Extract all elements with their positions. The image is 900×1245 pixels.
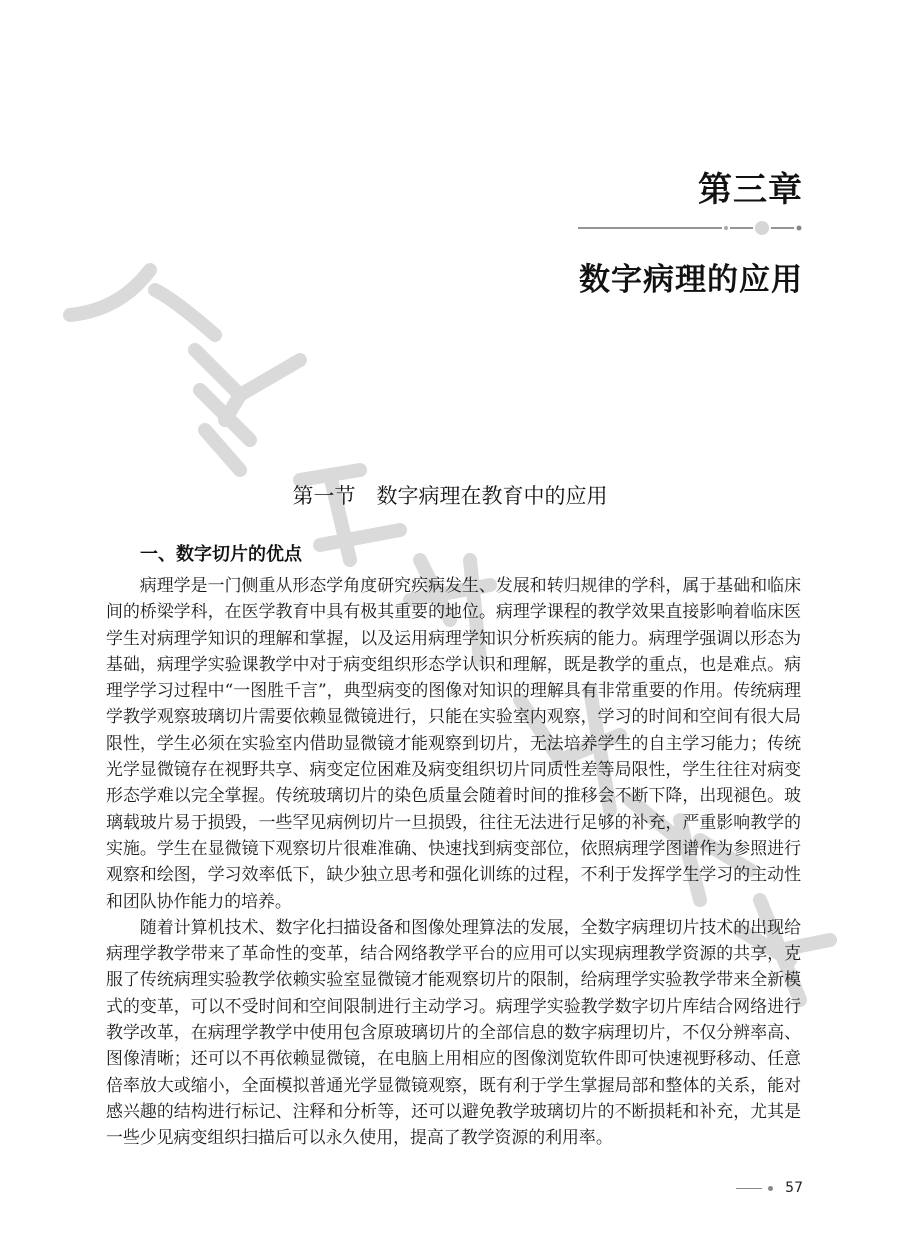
body-text: [106, 572, 801, 1151]
footer-dot: [768, 1186, 773, 1191]
subsection-title: 一、数字切片的优点: [140, 544, 302, 565]
paragraph: 随着计算机技术、数字化扫描设备和图像处理算法的发展，全数字病理切片技术的出现给病理学教学带来了革命性的变革，结合网络教学平台的应用可以实现病理教学资源的共享，克服了传统病理实验教学依赖实验室显微镜才能观察切片的限制，给病理学实验教学带来全新模式的变革，可以不受时间和空间限制进行主动学习。病理学实验教学数字切片库结合网络进行教学改革，在病理学教学中使用包含原玻璃切片的全部信息的数字病理切片，不仅分辨率高、图像清晰；还可以不再依赖显微镜，在电脑上用相应的图像浏览软件即可快速视野移动、任意倍率放大或缩小，全面模拟普通光学显微镜观察，既有利于学生掌握局部和整体的关系，能对感兴趣的结构进行标记、注释和分析等，还可以避免教学玻璃切片的不断损耗和补充，尤其是一些少见病变组织扫描后可以永久使用，提高了教学资源的利用率。: [106, 916, 801, 1148]
footer-line: [736, 1188, 762, 1189]
section-title: 第一节 数字病理在教育中的应用: [292, 484, 608, 508]
paragraph: 病理学是一门侧重从形态学角度研究疾病发生、发展和转归规律的学科，属于基础和临床间的桥梁学科，在医学教育中具有极其重要的地位。病理学课程的教学效果直接影响着临床医学生对病理学知识的理解和掌握，以及运用病理学知识分析疾病的能力。病理学强调以形态为基础，病理学实验课教学中对于病变组织形态学认识和理解，既是教学的重点，也是难点。病理学学习过程中“一图胜千言”，典型病变的图像对知识的理解具有非常重要的作用。传统病理学教学观察玻璃切片需要依赖显微镜进行，只能在实验室内观察，学习的时间和空间有很大局限性，学生必须在实验室内借助显微镜才能观察到切片，无法培养学生的自主学习能力；传统光学显微镜存在视野共享、病变定位困难及病变组织切片同质性差等局限性，学生往往对病变形态学难以完全掌握。传统玻璃切片的染色质量会随着时间的推移会不断下降，出现褪色。玻璃载玻片易于损毁，一些罕见病例切片一旦损毁，往往无法进行足够的补充，严重影响教学的实施。学生在显微镜下观察切片很难准确、快速找到病变部位，依照病理学图谱作为参照进行观察和绘图，学习效率低下，缺少独立思考和强化训练的过程，不利于发挥学生学习的主动性和团队协作能力的培养。: [106, 575, 801, 911]
chapter-title: 数字病理的应用: [579, 262, 803, 298]
page-footer: [736, 1180, 803, 1196]
chapter-number: 第三章: [698, 170, 803, 210]
page-number: 57: [785, 1180, 803, 1196]
chapter-divider-ornament: [578, 220, 804, 236]
